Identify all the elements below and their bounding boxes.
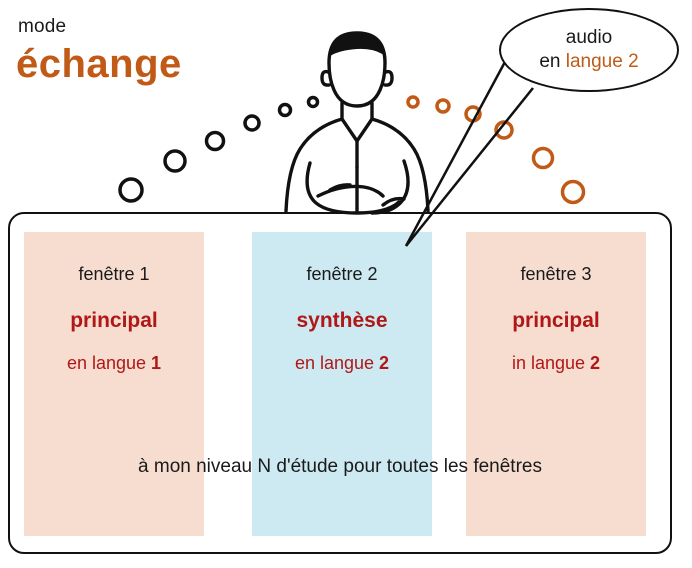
bubble-line-language — [539, 51, 638, 73]
column-language-prefix: en langue — [294, 353, 380, 373]
column-title: fenêtre 2 — [306, 264, 378, 284]
column-title: fenêtre 3 — [520, 264, 592, 284]
column-title: fenêtre 1 — [78, 264, 150, 284]
windows-panel — [8, 212, 672, 554]
column-language-prefix: en langue — [66, 353, 152, 373]
bubble-line-language-accent: langue 2 — [565, 51, 639, 72]
column-language-prefix: in langue — [511, 353, 591, 373]
column-language-label — [252, 353, 432, 374]
column-main-label: principal — [70, 309, 158, 332]
panel-footnote: à mon niveau N d'étude pour toutes les fenêtres — [138, 456, 542, 477]
mode-label: mode — [18, 16, 67, 37]
window-column-3 — [466, 232, 646, 536]
window-column-1 — [24, 232, 204, 536]
window-column-2 — [252, 232, 432, 536]
bubble-line-audio: audio — [565, 27, 613, 48]
person-illustration-icon — [286, 33, 428, 213]
column-language-label — [466, 353, 646, 374]
bubble-line-language-prefix: en — [539, 51, 566, 72]
column-main-label: synthèse — [296, 309, 388, 332]
column-language-label — [24, 353, 204, 374]
speech-dots-left-icon — [120, 98, 318, 202]
column-language-number: 2 — [590, 353, 601, 373]
page-title: échange — [16, 42, 182, 86]
speech-bubble — [499, 8, 679, 92]
column-language-number: 1 — [151, 353, 162, 373]
column-main-label: principal — [512, 309, 600, 332]
column-language-number: 2 — [379, 353, 390, 373]
speech-dots-right-icon — [408, 97, 584, 203]
